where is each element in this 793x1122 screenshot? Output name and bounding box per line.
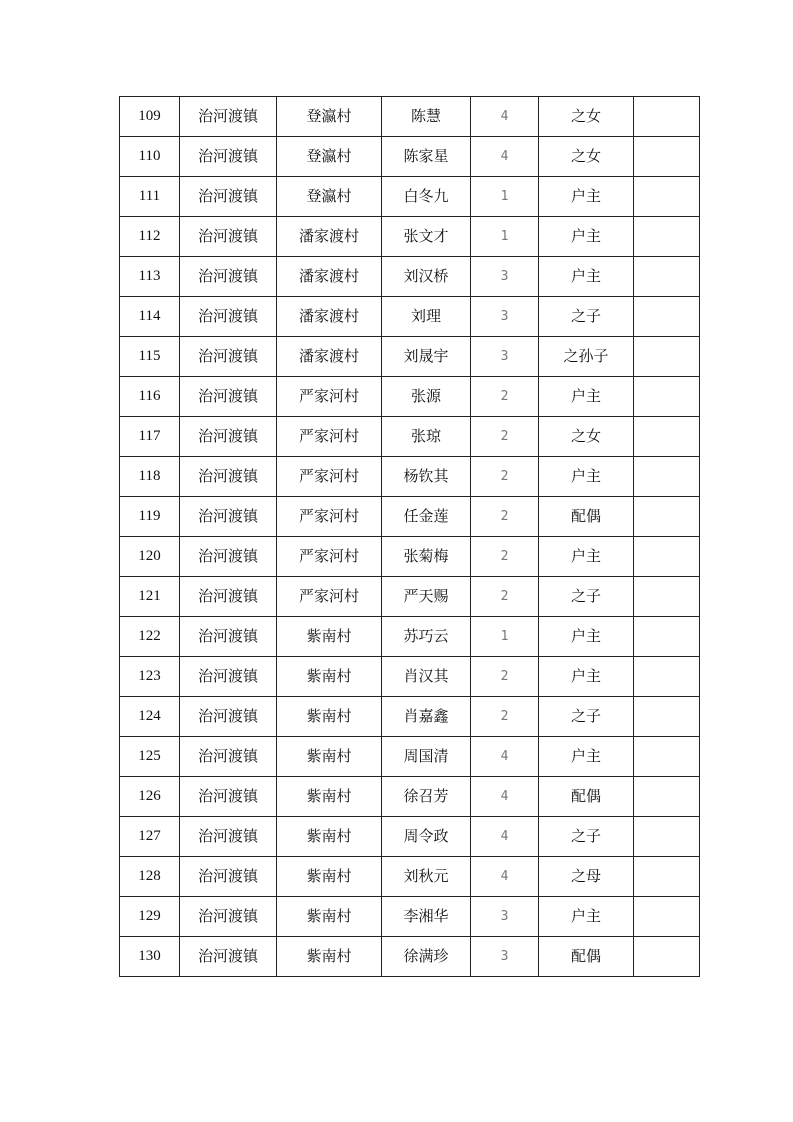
cell-household-size: 4 (471, 777, 539, 817)
cell-household-size: 3 (471, 897, 539, 937)
cell-relation: 户主 (539, 537, 634, 577)
cell-relation: 之女 (539, 417, 634, 457)
table-row (120, 137, 700, 177)
cell-seq: 118 (120, 457, 180, 497)
cell-village: 严家河村 (277, 537, 382, 577)
cell-village: 严家河村 (277, 577, 382, 617)
cell-relation: 之子 (539, 817, 634, 857)
cell-seq: 128 (120, 857, 180, 897)
cell-name: 周国清 (382, 737, 471, 777)
cell-household-size: 2 (471, 457, 539, 497)
cell-relation: 户主 (539, 377, 634, 417)
cell-note (634, 257, 700, 297)
cell-relation: 之孙子 (539, 337, 634, 377)
cell-relation: 户主 (539, 657, 634, 697)
cell-town: 治河渡镇 (180, 777, 277, 817)
cell-relation: 户主 (539, 257, 634, 297)
cell-household-size: 4 (471, 137, 539, 177)
cell-note (634, 577, 700, 617)
cell-village: 紫南村 (277, 857, 382, 897)
table-row (120, 97, 700, 137)
cell-town: 治河渡镇 (180, 897, 277, 937)
cell-name: 刘秋元 (382, 857, 471, 897)
cell-relation: 配偶 (539, 497, 634, 537)
cell-relation: 户主 (539, 217, 634, 257)
cell-relation: 配偶 (539, 777, 634, 817)
cell-village: 严家河村 (277, 457, 382, 497)
cell-town: 治河渡镇 (180, 217, 277, 257)
cell-household-size: 2 (471, 577, 539, 617)
cell-note (634, 97, 700, 137)
cell-town: 治河渡镇 (180, 497, 277, 537)
cell-seq: 109 (120, 97, 180, 137)
cell-village: 紫南村 (277, 777, 382, 817)
table-row (120, 177, 700, 217)
cell-town: 治河渡镇 (180, 297, 277, 337)
cell-seq: 117 (120, 417, 180, 457)
cell-household-size: 4 (471, 97, 539, 137)
cell-village: 紫南村 (277, 897, 382, 937)
cell-town: 治河渡镇 (180, 137, 277, 177)
table-row (120, 657, 700, 697)
cell-village: 潘家渡村 (277, 217, 382, 257)
cell-town: 治河渡镇 (180, 537, 277, 577)
cell-seq: 122 (120, 617, 180, 657)
cell-town: 治河渡镇 (180, 417, 277, 457)
cell-village: 登瀛村 (277, 177, 382, 217)
cell-note (634, 497, 700, 537)
cell-village: 紫南村 (277, 737, 382, 777)
cell-relation: 配偶 (539, 937, 634, 977)
cell-town: 治河渡镇 (180, 817, 277, 857)
cell-seq: 129 (120, 897, 180, 937)
cell-note (634, 417, 700, 457)
cell-household-size: 2 (471, 537, 539, 577)
table-row (120, 417, 700, 457)
cell-note (634, 937, 700, 977)
table-row (120, 897, 700, 937)
cell-town: 治河渡镇 (180, 177, 277, 217)
cell-village: 潘家渡村 (277, 257, 382, 297)
cell-town: 治河渡镇 (180, 577, 277, 617)
cell-relation: 户主 (539, 737, 634, 777)
table-row (120, 577, 700, 617)
cell-seq: 120 (120, 537, 180, 577)
cell-town: 治河渡镇 (180, 337, 277, 377)
cell-name: 严天赐 (382, 577, 471, 617)
cell-household-size: 4 (471, 737, 539, 777)
table-body (120, 97, 700, 977)
cell-village: 登瀛村 (277, 137, 382, 177)
cell-seq: 111 (120, 177, 180, 217)
table-row (120, 937, 700, 977)
cell-note (634, 177, 700, 217)
cell-relation: 之子 (539, 297, 634, 337)
cell-note (634, 697, 700, 737)
cell-name: 肖汉其 (382, 657, 471, 697)
cell-note (634, 137, 700, 177)
cell-village: 紫南村 (277, 697, 382, 737)
table-row (120, 857, 700, 897)
cell-relation: 户主 (539, 177, 634, 217)
cell-household-size: 2 (471, 697, 539, 737)
cell-relation: 之母 (539, 857, 634, 897)
cell-town: 治河渡镇 (180, 617, 277, 657)
cell-household-size: 3 (471, 337, 539, 377)
cell-town: 治河渡镇 (180, 697, 277, 737)
cell-household-size: 2 (471, 417, 539, 457)
table-row (120, 377, 700, 417)
cell-note (634, 377, 700, 417)
cell-name: 任金莲 (382, 497, 471, 537)
cell-village: 登瀛村 (277, 97, 382, 137)
cell-household-size: 3 (471, 937, 539, 977)
cell-note (634, 897, 700, 937)
cell-household-size: 2 (471, 377, 539, 417)
cell-note (634, 537, 700, 577)
cell-name: 张菊梅 (382, 537, 471, 577)
household-table (119, 96, 700, 977)
cell-village: 严家河村 (277, 497, 382, 537)
cell-household-size: 1 (471, 177, 539, 217)
table-row (120, 337, 700, 377)
cell-seq: 119 (120, 497, 180, 537)
cell-name: 张琼 (382, 417, 471, 457)
cell-village: 紫南村 (277, 617, 382, 657)
table-row (120, 737, 700, 777)
cell-relation: 户主 (539, 617, 634, 657)
cell-relation: 户主 (539, 897, 634, 937)
cell-name: 苏巧云 (382, 617, 471, 657)
cell-town: 治河渡镇 (180, 457, 277, 497)
cell-town: 治河渡镇 (180, 657, 277, 697)
cell-note (634, 337, 700, 377)
table-row (120, 257, 700, 297)
cell-note (634, 617, 700, 657)
cell-name: 张文才 (382, 217, 471, 257)
cell-name: 陈慧 (382, 97, 471, 137)
cell-village: 紫南村 (277, 937, 382, 977)
cell-note (634, 217, 700, 257)
cell-household-size: 1 (471, 217, 539, 257)
cell-note (634, 457, 700, 497)
cell-name: 肖嘉鑫 (382, 697, 471, 737)
cell-name: 白冬九 (382, 177, 471, 217)
cell-household-size: 3 (471, 297, 539, 337)
cell-note (634, 857, 700, 897)
table-row (120, 497, 700, 537)
cell-town: 治河渡镇 (180, 97, 277, 137)
cell-town: 治河渡镇 (180, 937, 277, 977)
cell-seq: 126 (120, 777, 180, 817)
table-row (120, 457, 700, 497)
cell-relation: 之子 (539, 697, 634, 737)
cell-household-size: 2 (471, 657, 539, 697)
cell-seq: 110 (120, 137, 180, 177)
cell-town: 治河渡镇 (180, 257, 277, 297)
cell-seq: 125 (120, 737, 180, 777)
cell-seq: 127 (120, 817, 180, 857)
cell-relation: 户主 (539, 457, 634, 497)
cell-relation: 之女 (539, 137, 634, 177)
table-row (120, 537, 700, 577)
cell-village: 严家河村 (277, 377, 382, 417)
cell-village: 潘家渡村 (277, 337, 382, 377)
cell-name: 刘汉桥 (382, 257, 471, 297)
cell-seq: 114 (120, 297, 180, 337)
cell-name: 陈家星 (382, 137, 471, 177)
cell-name: 周令政 (382, 817, 471, 857)
cell-household-size: 2 (471, 497, 539, 537)
cell-household-size: 1 (471, 617, 539, 657)
cell-seq: 124 (120, 697, 180, 737)
table-row (120, 697, 700, 737)
cell-town: 治河渡镇 (180, 737, 277, 777)
cell-seq: 115 (120, 337, 180, 377)
cell-seq: 116 (120, 377, 180, 417)
cell-note (634, 817, 700, 857)
cell-note (634, 297, 700, 337)
cell-name: 张源 (382, 377, 471, 417)
cell-seq: 113 (120, 257, 180, 297)
cell-seq: 123 (120, 657, 180, 697)
cell-household-size: 3 (471, 257, 539, 297)
table-row (120, 217, 700, 257)
cell-village: 紫南村 (277, 817, 382, 857)
cell-name: 杨钦其 (382, 457, 471, 497)
cell-household-size: 4 (471, 857, 539, 897)
table-row (120, 617, 700, 657)
cell-seq: 112 (120, 217, 180, 257)
cell-name: 李湘华 (382, 897, 471, 937)
cell-household-size: 4 (471, 817, 539, 857)
cell-town: 治河渡镇 (180, 857, 277, 897)
cell-name: 徐召芳 (382, 777, 471, 817)
cell-village: 紫南村 (277, 657, 382, 697)
cell-relation: 之子 (539, 577, 634, 617)
cell-village: 潘家渡村 (277, 297, 382, 337)
table-row (120, 817, 700, 857)
cell-note (634, 657, 700, 697)
cell-note (634, 737, 700, 777)
cell-name: 刘理 (382, 297, 471, 337)
cell-name: 刘晟宇 (382, 337, 471, 377)
table-row (120, 297, 700, 337)
cell-town: 治河渡镇 (180, 377, 277, 417)
cell-relation: 之女 (539, 97, 634, 137)
table-row (120, 777, 700, 817)
cell-village: 严家河村 (277, 417, 382, 457)
cell-seq: 121 (120, 577, 180, 617)
cell-note (634, 777, 700, 817)
cell-seq: 130 (120, 937, 180, 977)
cell-name: 徐满珍 (382, 937, 471, 977)
